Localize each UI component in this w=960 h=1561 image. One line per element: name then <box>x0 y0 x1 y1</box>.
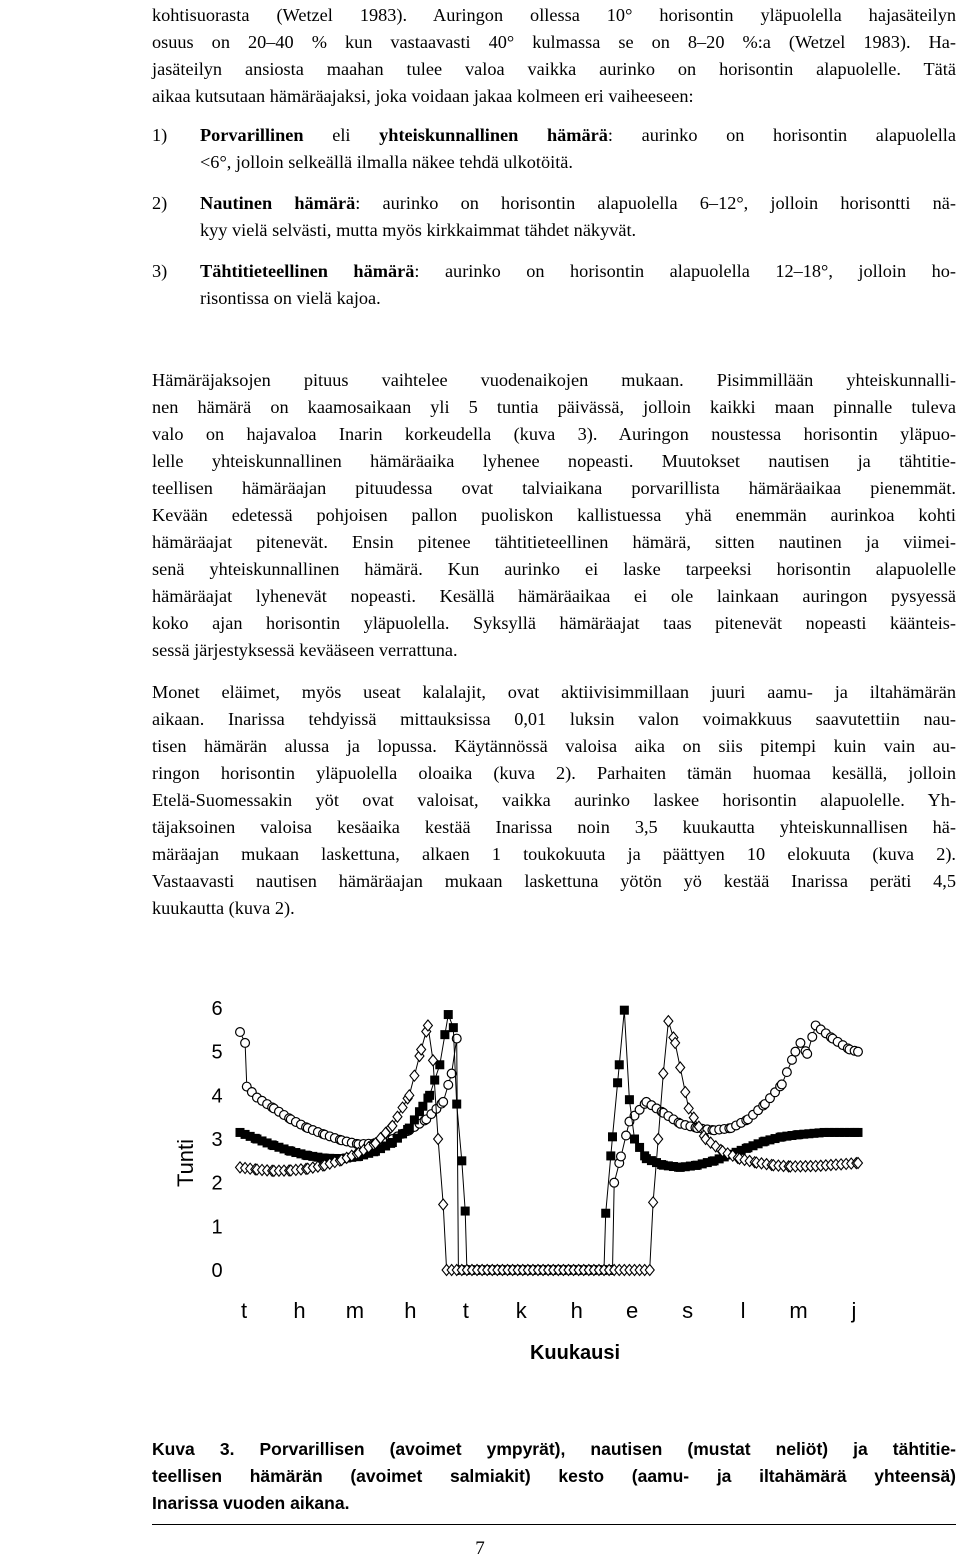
data-point <box>796 1039 805 1048</box>
text-line: teellisen hämäräajan pituudessa ovat talviaikana porvarillista hämäräaikaa pienemmät. <box>152 478 956 498</box>
x-tick-label: j <box>851 1298 857 1323</box>
list-text <box>200 122 956 176</box>
data-point <box>681 1087 690 1098</box>
data-point <box>439 1199 448 1210</box>
data-point <box>791 1047 800 1056</box>
data-point <box>410 1115 419 1124</box>
y-tick-label: 4 <box>211 1085 223 1108</box>
list-number: 3) <box>152 261 168 281</box>
x-tick-label: m <box>789 1298 808 1323</box>
text-line: aikaan. Inarissa tehdyissä mittauksissa 0,01 luksin valon voimakkuus saavutettiin nau- <box>152 709 956 729</box>
definition-text: kyy vielä selvästi, mutta myös kirkkaimmat tähdet näkyvät. <box>200 220 637 240</box>
data-point <box>613 1078 622 1087</box>
text-line: lelle yhteiskunnallinen hämäräaika lyhenee nopeasti. Muutokset nautisen ja tähtitie- <box>152 451 956 471</box>
data-point <box>803 1049 812 1058</box>
figure-caption <box>152 1436 956 1517</box>
x-tick-label: s <box>682 1298 694 1323</box>
y-tick-label: 0 <box>211 1260 223 1282</box>
data-point <box>452 1100 461 1109</box>
data-point <box>393 1111 402 1122</box>
term: Porvarillinen <box>200 125 304 145</box>
data-point <box>676 1062 685 1073</box>
text-line: ringon horisontin yläpuolella oloaika (kuva 2). Parhaiten tämän huomaa kesällä, jolloin <box>152 763 956 783</box>
data-point <box>425 1091 434 1100</box>
term: Tähtitieteellinen hämärä <box>200 261 415 281</box>
data-point <box>434 1134 443 1145</box>
text-line: jasäteilyn ansiosta maahan tulee valoa vaikka aurinko on horisontin alapuolelle. Tätä <box>152 59 956 79</box>
x-tick-label: h <box>570 1298 583 1323</box>
text-line: kohtisuorasta (Wetzel 1983). Auringon ollessa 10° horisontin yläpuolella hajasäteilyn <box>152 5 956 25</box>
data-point <box>236 1028 245 1037</box>
data-point <box>664 1016 673 1027</box>
page-number: 7 <box>475 1538 485 1559</box>
term: yhteiskunnallinen hämärä <box>379 125 608 145</box>
data-point <box>622 1131 631 1140</box>
series-line <box>240 1026 858 1271</box>
x-tick-label: t <box>462 1298 469 1323</box>
x-tick-label: k <box>515 1298 527 1323</box>
caption-text: teellisen hämärän (avoimet salmiakit) kesto (aamu- ja iltahämärä yhteensä) <box>152 1466 956 1486</box>
data-point <box>625 1095 634 1104</box>
data-point <box>659 1068 668 1079</box>
data-point <box>615 1060 624 1069</box>
y-tick-label: 6 <box>211 998 223 1020</box>
intro-paragraph <box>152 2 956 110</box>
connector-text: eli <box>303 125 380 145</box>
data-point <box>444 1080 453 1089</box>
body-paragraph-2 <box>152 367 956 664</box>
data-point <box>617 1152 626 1161</box>
data-point <box>398 1102 407 1113</box>
data-point <box>854 1128 863 1137</box>
data-point <box>854 1047 863 1056</box>
definition-text: risontissa on vielä kajoa. <box>200 288 381 308</box>
definition-text: <6°, jolloin selkeällä ilmalla näkee tehdä ulkotöitä. <box>200 152 573 172</box>
data-series <box>236 1006 863 1276</box>
text-line: nen hämärä on kaamosaikaan yli 5 tuntia päivässä, jolloin kaikki maan pinnalle tuleva <box>152 397 956 417</box>
data-point <box>782 1068 791 1077</box>
list-number: 2) <box>152 193 168 213</box>
y-axis-label: Tunti <box>173 1138 198 1188</box>
list-number: 1) <box>152 125 168 145</box>
text-line: Vastaavasti nautisen hämäräajan mukaan laskettuna yötön yö kestää Inarissa peräti 4,5 <box>152 871 956 891</box>
data-point <box>461 1207 470 1216</box>
text-line: Etelä-Suomessakin yöt ovat valoisat, vaikka aurinko laskee horisontin alapuolelle. Yh- <box>152 790 956 810</box>
data-point <box>418 1102 427 1111</box>
text-line: valo on hajavaloa Inarin korkeudella (kuva 3). Auringon noustessa horisontin yläpuo- <box>152 424 956 444</box>
x-axis-label: Kuukausi <box>529 1342 621 1364</box>
definition-text: : aurinko on horisontin alapuolella <box>607 125 956 145</box>
text-line: osuus on 20–40 % kun vastaavasti 40° kulmassa se on 8–20 %:a (Wetzel 1983). Ha- <box>152 32 956 52</box>
list-text <box>200 258 956 312</box>
footer-divider <box>152 1524 956 1525</box>
y-tick-label: 3 <box>211 1129 223 1151</box>
text-line: Kevään edetessä pohjoisen pallon puoliskon kallistuessa yhä enemmän aurinkoa kohti <box>152 505 956 525</box>
x-tick-label: m <box>345 1298 365 1323</box>
body-paragraph-3 <box>152 679 956 922</box>
data-point <box>649 1197 658 1208</box>
caption-label: Kuva 3. <box>152 1439 235 1459</box>
caption-text: Inarissa vuoden aikana. <box>152 1493 350 1513</box>
series-open-circle <box>236 1021 863 1274</box>
y-tick-label: 2 <box>211 1172 223 1195</box>
data-point <box>620 1006 629 1015</box>
y-axis-ticks <box>211 998 222 1282</box>
definition-text: : aurinko on horisontin alapuolella 12–18°, jolloin ho- <box>414 261 956 281</box>
data-point <box>606 1151 615 1160</box>
data-point <box>449 1023 458 1032</box>
data-point <box>241 1039 250 1048</box>
data-point <box>654 1134 663 1145</box>
caption-text: Porvarillisen (avoimet ympyrät), nautisen (mustat neliöt) ja tähtitie- <box>234 1439 957 1459</box>
x-tick-label: l <box>740 1298 746 1323</box>
data-point <box>610 1178 619 1187</box>
data-point <box>808 1032 817 1041</box>
text-line: aikaa kutsutaan hämäräajaksi, joka voidaan jakaa kolmeen eri vaiheeseen: <box>152 86 694 106</box>
data-point <box>601 1209 610 1218</box>
data-point <box>635 1143 644 1152</box>
x-tick-label: e <box>626 1298 639 1323</box>
x-tick-label: h <box>404 1298 417 1323</box>
text-line: sessä järjestyksessä kevääseen verrattuna. <box>152 640 458 660</box>
x-tick-label: t <box>240 1298 248 1323</box>
data-point <box>440 1030 449 1039</box>
data-point <box>457 1156 466 1165</box>
twilight-duration-chart <box>0 990 960 1380</box>
data-point <box>439 1097 448 1106</box>
data-point <box>684 1103 693 1114</box>
text-line: hämäräajat pitenevät. Ensin pitenee tähtitieteellinen hämärä, sitten nautinen ja viimei- <box>152 532 956 552</box>
text-line: tisen hämärän alussa ja lopussa. Käytännössä valoisa aika on siis pitempi kuin vain au- <box>152 736 956 756</box>
term: Nautinen hämärä <box>200 193 356 213</box>
definition-text: : aurinko on horisontin alapuolella 6–12°, jolloin horisontti nä- <box>355 193 956 213</box>
text-line: märäajan mukaan laskettuna, alkaen 1 toukokuuta ja päättyen 10 elokuuta (kuva 2). <box>152 844 956 864</box>
list-text <box>200 190 956 244</box>
y-tick-label: 1 <box>211 1216 223 1239</box>
text-line: täjaksoinen valoisa kesäaika kestää Inarissa noin 3,5 kuukautta yhteiskunnallisen hä- <box>152 817 956 837</box>
data-point <box>788 1055 797 1064</box>
x-tick-label: h <box>293 1298 306 1323</box>
text-line: koko ajan horisontin yläpuolella. Syksyllä hämäräajat taas pitenevät nopeasti käänteis- <box>152 613 956 633</box>
data-point <box>410 1070 419 1081</box>
text-line: kuukautta (kuva 2). <box>152 898 295 918</box>
y-tick-label: 5 <box>211 1041 223 1064</box>
data-point <box>608 1132 617 1141</box>
data-point <box>777 1080 786 1089</box>
x-axis-ticks <box>241 1298 857 1323</box>
text-line: Monet eläimet, myös useat kalalajit, ovat aktiivisimmillaan juuri aamu- ja iltahämärän <box>152 682 956 702</box>
text-line: Hämäräjaksojen pituus vaihtelee vuodenaikojen mukaan. Pisimmillään yhteiskunnalli- <box>152 370 956 390</box>
data-point <box>405 1124 414 1133</box>
data-point <box>630 1135 639 1144</box>
data-point <box>444 1010 453 1019</box>
text-line: senä yhteiskunnallinen hämärä. Kun aurinko ei laske tarpeeksi horisontin alapuolelle <box>152 559 956 579</box>
text-line: hämäräajat lyhenevät nopeasti. Kesällä hämäräaikaa ei ole lainkaan auringon pysyessä <box>152 586 956 606</box>
